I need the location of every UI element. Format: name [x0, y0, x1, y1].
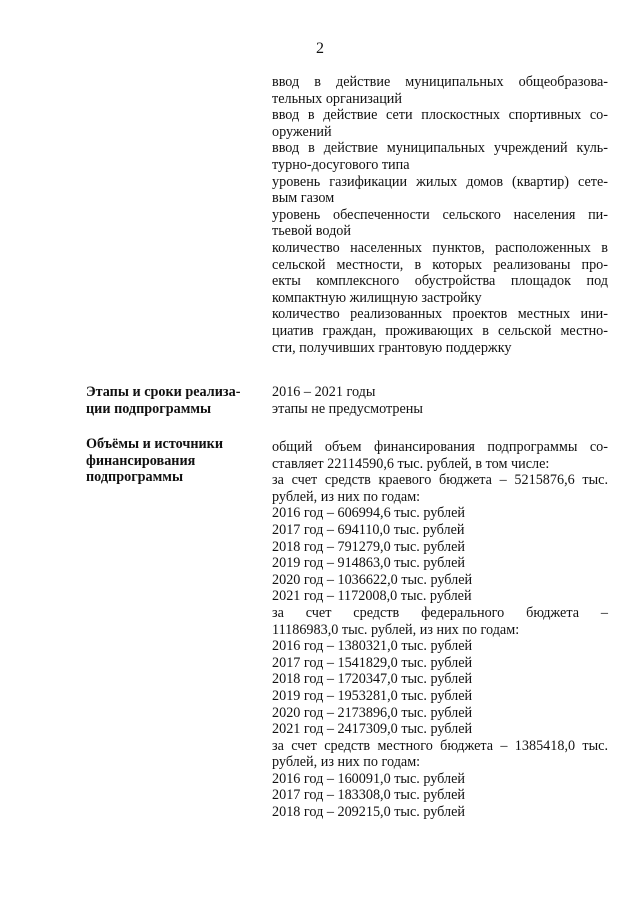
text-line: рублей, из них по годам: — [272, 488, 421, 505]
text-line: сельской местности, в которых реализованы про- — [272, 256, 608, 273]
text-line: сти, получивших грантовую поддержку — [272, 339, 512, 356]
text-line: екты комплексного обустройства площадок под — [272, 273, 608, 290]
text-line: ввод в действие муниципальных общеобразова- — [272, 74, 608, 90]
page-number: 2 — [316, 40, 324, 57]
label-line: Объёмы и источники — [86, 436, 224, 452]
indicators-text — [272, 74, 608, 356]
text-line: ввод в действие сети плоскостных спортивных со- — [272, 107, 608, 124]
text-line: оружений — [272, 123, 332, 140]
text-line: общий объем финансирования подпрограммы со- — [272, 439, 608, 455]
label-line: финансирования — [86, 452, 196, 469]
text-line: количество реализованных проектов местных ини- — [272, 306, 608, 323]
text-line: 2017 год – 1541829,0 тыс. рублей — [272, 654, 473, 671]
text-line: 2019 год – 1953281,0 тыс. рублей — [272, 687, 473, 704]
text-line: рублей, из них по годам: — [272, 754, 421, 771]
text-line: 2016 год – 1380321,0 тыс. рублей — [272, 638, 473, 655]
text-line: 2020 год – 2173896,0 тыс. рублей — [272, 704, 473, 721]
text-line: за счет средств краевого бюджета – 5215876,6 тыс. — [272, 472, 608, 489]
label-line: Этапы и сроки реализа- — [86, 384, 241, 400]
text-line: 2016 – 2021 годы — [272, 384, 376, 400]
finance-text — [272, 439, 608, 821]
text-line: уровень обеспеченности сельского населения пи- — [272, 206, 608, 223]
text-line: за счет средств местного бюджета – 1385418,0 тыс. — [272, 737, 608, 754]
text-line: 2018 год – 209215,0 тыс. рублей — [272, 804, 465, 821]
text-line: 2018 год – 1720347,0 тыс. рублей — [272, 671, 473, 688]
text-line: 2019 год – 914863,0 тыс. рублей — [272, 555, 465, 572]
text-line: 2016 год – 160091,0 тыс. рублей — [272, 770, 465, 787]
text-line: 2016 год – 606994,6 тыс. рублей — [272, 505, 465, 522]
text-line: компактную жилищную застройку — [272, 289, 482, 306]
text-line: 2021 год – 2417309,0 тыс. рублей — [272, 721, 473, 738]
text-line: 2020 год – 1036622,0 тыс. рублей — [272, 571, 473, 588]
text-line: вым газом — [272, 190, 335, 207]
text-line: 2017 год – 183308,0 тыс. рублей — [272, 787, 465, 804]
stages-label — [86, 384, 256, 417]
text-line: ставляет 22114590,6 тыс. рублей, в том числе: — [272, 455, 550, 472]
text-line: 2018 год – 791279,0 тыс. рублей — [272, 538, 465, 555]
text-line: циатив граждан, проживающих в сельской местно- — [272, 322, 608, 339]
text-line: уровень газификации жилых домов (квартир) сете- — [272, 173, 608, 190]
text-line: этапы не предусмотрены — [272, 400, 423, 417]
text-line: ввод в действие муниципальных учреждений куль- — [272, 140, 608, 157]
text-line: за счет средств федерального бюджета – — [272, 604, 608, 621]
text-line: 2017 год – 694110,0 тыс. рублей — [272, 521, 465, 538]
label-line: ции подпрограммы — [86, 400, 212, 417]
text-line: количество населенных пунктов, расположенных в — [272, 239, 608, 256]
text-line: тельных организаций — [272, 90, 402, 107]
text-line: 11186983,0 тыс. рублей, из них по годам: — [272, 621, 520, 638]
text-line: турно-досугового типа — [272, 156, 410, 173]
label-line: подпрограммы — [86, 469, 184, 486]
text-line: 2021 год – 1172008,0 тыс. рублей — [272, 588, 472, 605]
finance-label — [86, 436, 256, 486]
text-line: тьевой водой — [272, 223, 351, 240]
stages-text — [272, 384, 608, 417]
